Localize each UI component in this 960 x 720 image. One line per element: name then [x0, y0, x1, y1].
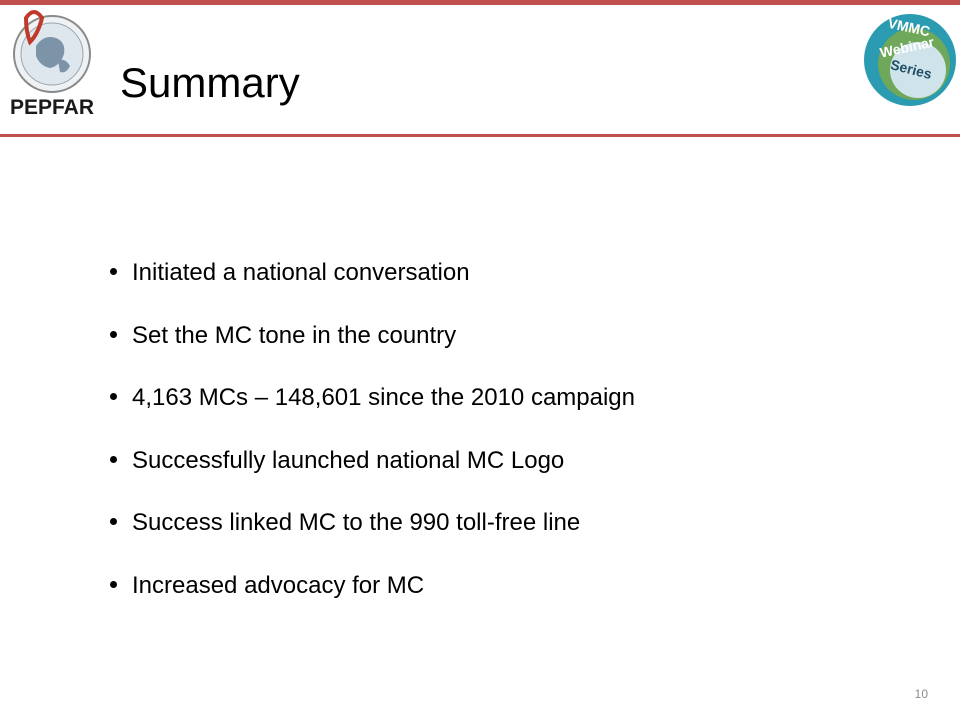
pepfar-logo [6, 8, 98, 120]
vmmc-webinar-series-logo [862, 12, 958, 108]
bullet-text: Increased advocacy for MC [132, 571, 425, 599]
bullet-text: Successfully launched national MC Logo [132, 446, 565, 474]
bullet-text: Success linked MC to the 990 toll-free line [132, 509, 581, 536]
bullet-dot-icon [110, 581, 117, 588]
bullet-dot-icon [110, 456, 117, 463]
bullet-dot-icon [110, 393, 117, 400]
vmmc-logo-line-2: Webinar [878, 33, 936, 61]
pepfar-logo-text: PEPFAR [9, 96, 95, 119]
bullet-dot-icon [110, 268, 117, 275]
bullet-dot-icon [110, 518, 117, 525]
top-accent-bar [0, 0, 960, 5]
page-title: Summary [120, 59, 300, 106]
vmmc-logo-line-1: VMMC [886, 14, 932, 40]
header-divider [0, 134, 960, 137]
bullet-text: Set the MC tone in the country [132, 321, 457, 349]
bullet-text: 4,163 MCs – 148,601 since the 2010 campaign [132, 384, 636, 411]
page-number: 10 [914, 687, 928, 701]
vmmc-logo-line-3: Series [888, 56, 934, 82]
bullet-dot-icon [110, 331, 117, 338]
bullet-text: Initiated a national conversation [132, 259, 470, 286]
